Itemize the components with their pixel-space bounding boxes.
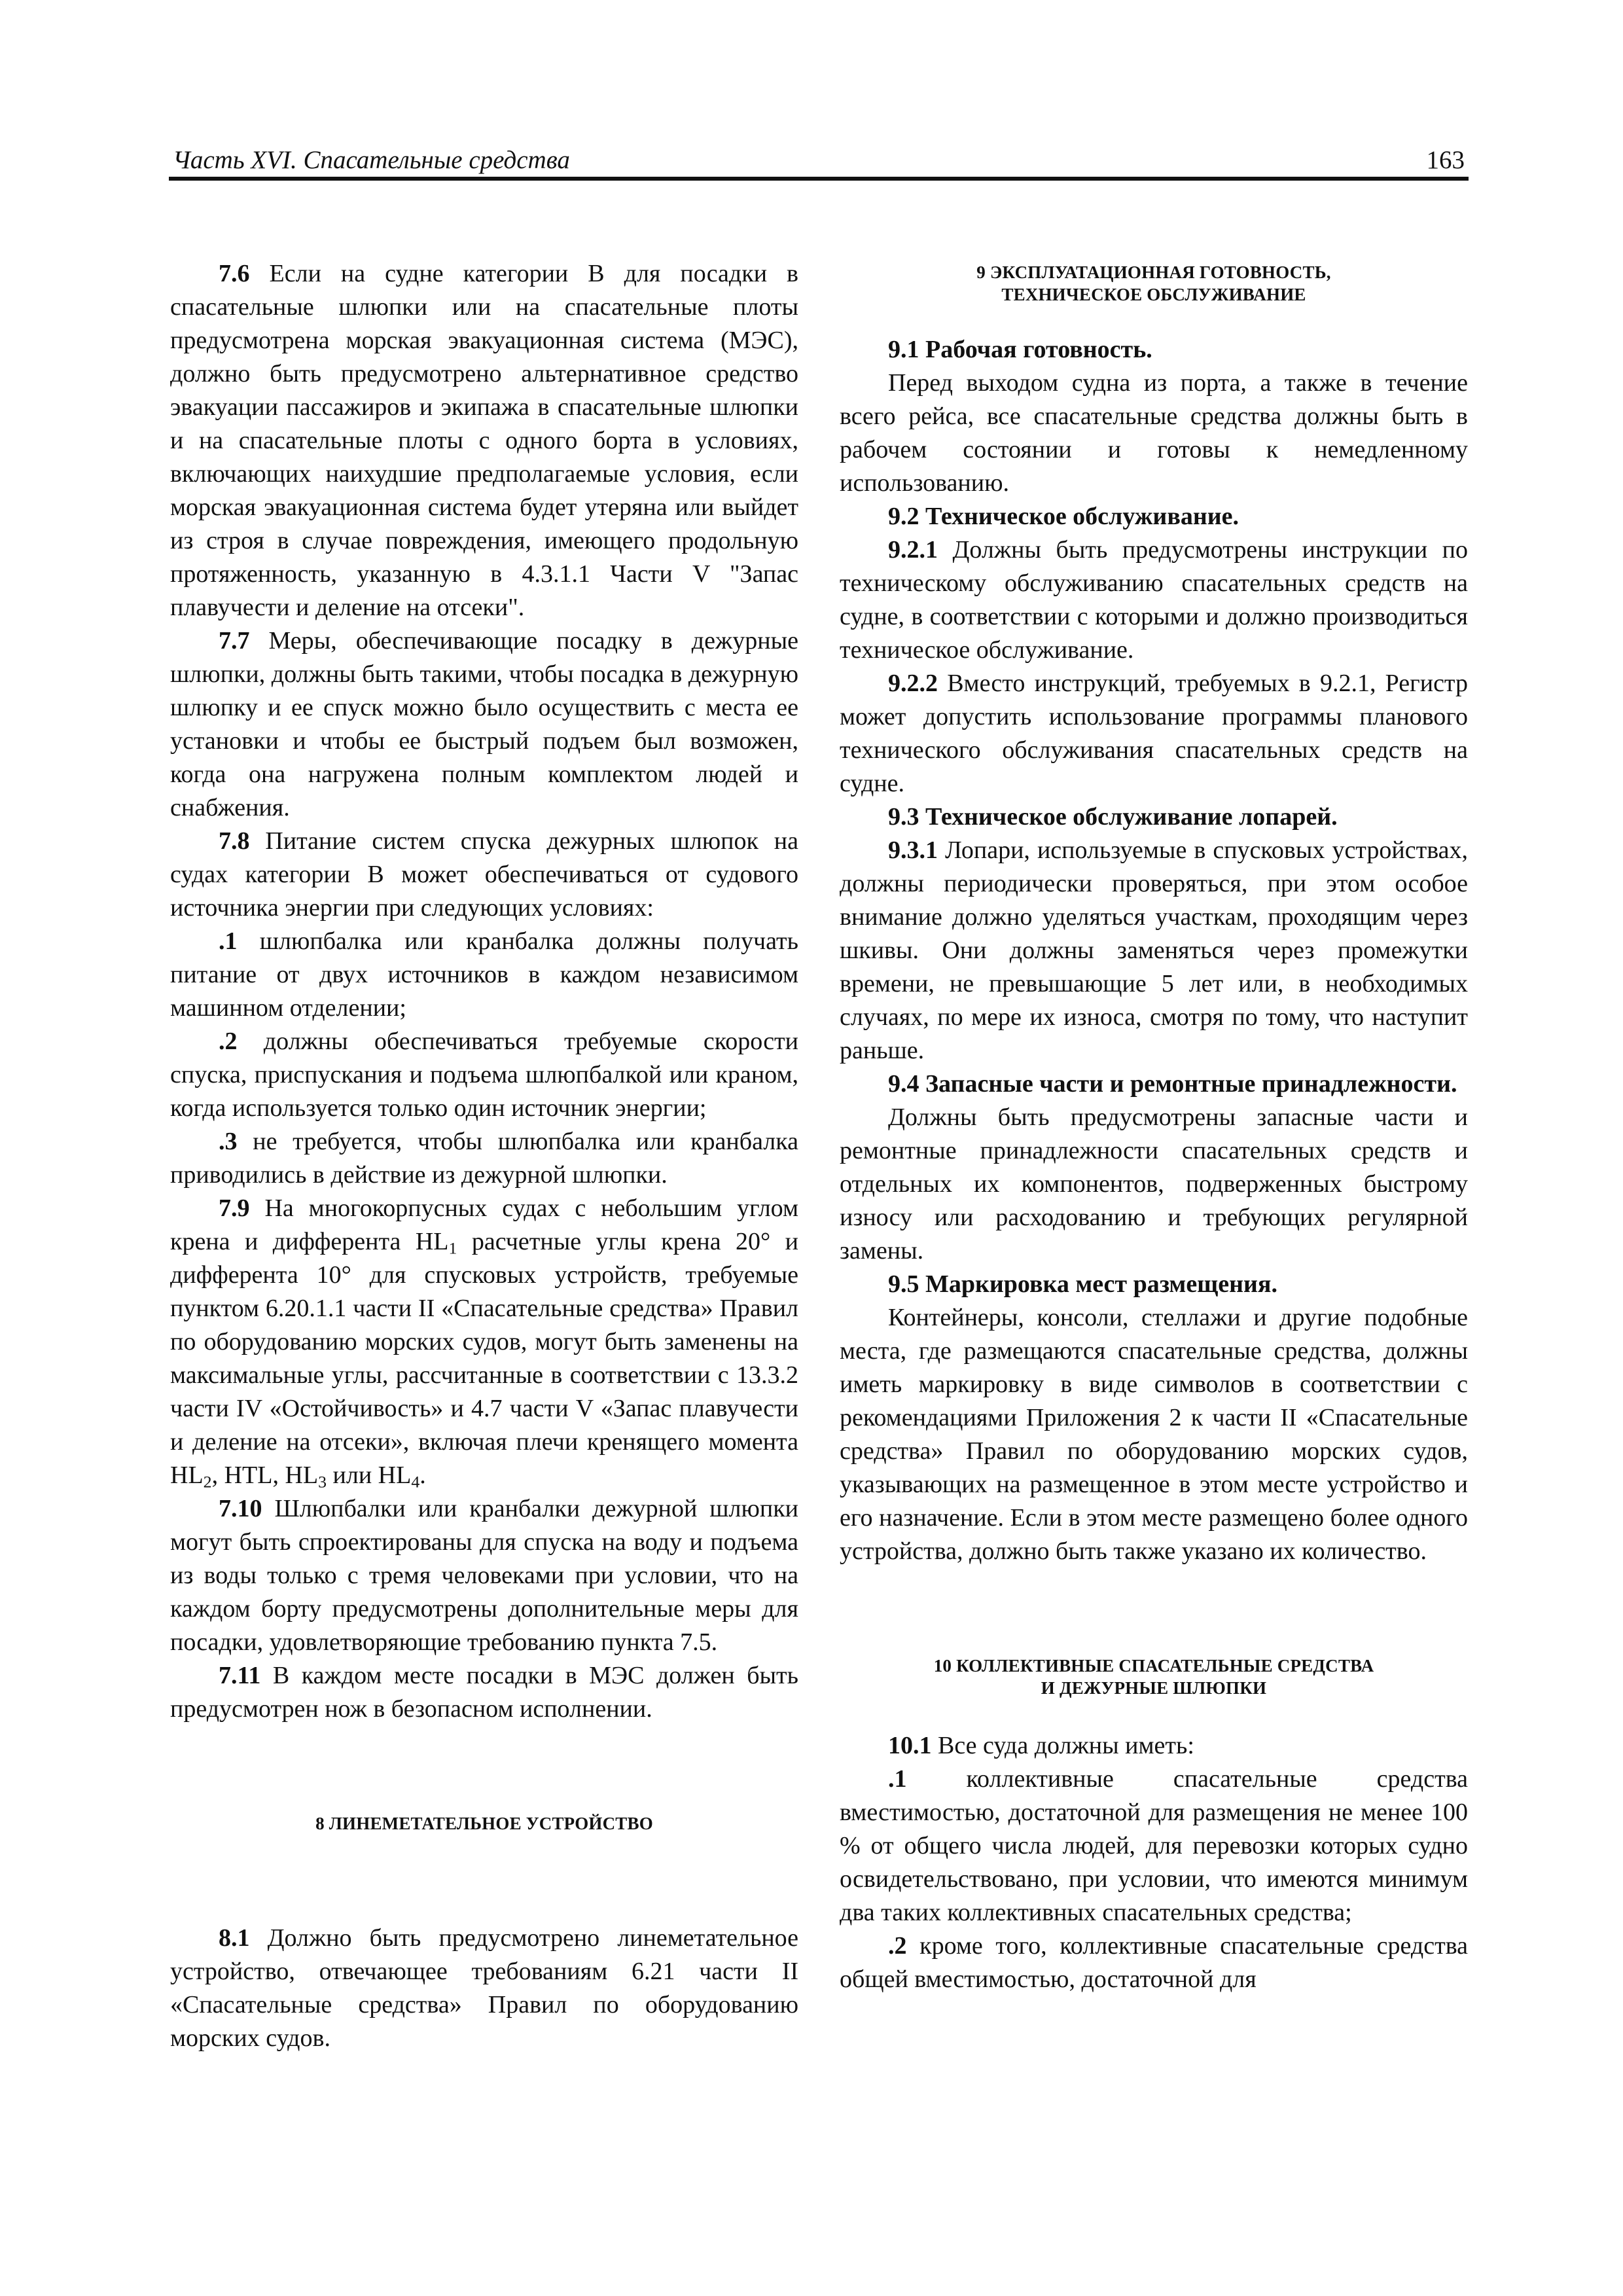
paragraph-number: 7.10 (219, 1495, 262, 1522)
subscript: 4 (411, 1472, 420, 1492)
paragraph-7-7 (170, 624, 798, 825)
paragraph-text: Должны быть предусмотрены инструкции по техническому обслуживанию спасательных средств на судне, в соответствии с которыми и должно производиться техническое обслуживание. (840, 536, 1468, 664)
paragraph-text: Все суда должны иметь: (938, 1732, 1194, 1759)
paragraph-text: В каждом месте посадки в МЭС должен быть предусмотрен нож в безопасном исполнении. (170, 1662, 798, 1723)
right-column (840, 257, 1468, 1996)
section-title-line: 9 ЭКСПЛУАТАЦИОННАЯ ГОТОВНОСТЬ, (976, 262, 1331, 282)
section-title-line: 10 КОЛЛЕКТИВНЫЕ СПАСАТЕЛЬНЫЕ СРЕДСТВА (933, 1656, 1374, 1676)
paragraph-text: На многокорпусных судах с небольшим углом крена и дифферента HL (170, 1194, 798, 1255)
paragraph-7-9 (170, 1192, 798, 1492)
list-item-7-8-1 (170, 925, 798, 1025)
paragraph-text: Меры, обеспечивающие посадку в дежурные шлюпки, должны быть такими, чтобы посадка в дежурную шлюпку и ее спуск можно было осуществить с места ее установки и чтобы ее быстрый подъем был возможен, когда она нагружена полным комплектом людей и снабжения. (170, 627, 798, 821)
list-number: .1 (219, 927, 238, 955)
heading-9-3: 9.3 Техническое обслуживание лопарей. (888, 803, 1338, 831)
paragraph-text: или HL (327, 1462, 412, 1489)
paragraph-text: Должно быть предусмотрено линеметательное устройство, отвечающее требованиям 6.21 части II «Спасательные средства» Правил по оборудованию морских судов. (170, 1924, 799, 2052)
list-number: .3 (219, 1128, 238, 1155)
paragraph-9-5: Контейнеры, консоли, стеллажи и другие подобные места, где размещаются спасательные средства, должны иметь маркировку в виде символов в соответствии с рекомендациями Приложения 2 к части II «Спасательные средства» Правил по оборудованию морских судов, указывающих на размещенное в этом месте устройство и его назначение. Если в этом месте размещено более одного устройства, должно быть также указано их количество. (840, 1304, 1468, 1565)
section-8-title: 8 ЛИНЕМЕТАТЕЛЬНОЕ УСТРОЙСТВО (315, 1814, 653, 1833)
list-text: кроме того, коллективные спасательные средства общей вместимостью, достаточной для (840, 1932, 1468, 1993)
paragraph-number: 7.9 (219, 1194, 250, 1222)
list-text: не требуется, чтобы шлюпбалка или кранбалка приводились в действие из дежурной шлюпки. (170, 1128, 799, 1189)
paragraph-number: 10.1 (888, 1732, 932, 1759)
heading-9-4: 9.4 Запасные части и ремонтные принадлежности. (888, 1070, 1457, 1098)
paragraph-7-6 (170, 257, 798, 624)
subscript: 3 (318, 1472, 327, 1492)
paragraph-7-10 (170, 1492, 798, 1659)
list-item-7-8-3 (170, 1125, 798, 1192)
paragraph-9-4: Должны быть предусмотрены запасные части и ремонтные принадлежности спасательных средств и отдельных их компонентов, подверженных быстрому износу или расходованию и требующих регулярной замены. (840, 1103, 1468, 1265)
section-9-title (840, 261, 1468, 306)
list-number: .2 (219, 1028, 238, 1055)
paragraph-7-11 (170, 1659, 798, 1726)
paragraph-9-2-2 (840, 667, 1468, 800)
heading-9-5: 9.5 Маркировка мест размещения. (888, 1270, 1277, 1298)
paragraph-text: Вместо инструкций, требуемых в 9.2.1, Регистр может допустить использование программы планового технического обслуживания спасательных средств на судне. (840, 670, 1468, 797)
paragraph-8-1 (170, 1922, 798, 2055)
list-text: шлюпбалка или кранбалка должны получать питание от двух источников в каждом независимом машинном отделении; (170, 927, 798, 1022)
list-text: коллективные спасательные средства вместимостью, достаточной для размещения не менее 100 % от общего числа людей, для перевозки которых судно освидетельствовано, при условии, что имеются минимум два таких коллективных спасательных средства; (840, 1765, 1469, 1926)
left-column (170, 257, 798, 2055)
subscript: 2 (203, 1472, 212, 1492)
paragraph-9-2-1 (840, 533, 1468, 667)
heading-9-1: 9.1 Рабочая готовность. (888, 336, 1152, 363)
section-10-title (840, 1655, 1468, 1699)
list-number: .2 (888, 1932, 907, 1960)
paragraph-number: 7.8 (219, 827, 250, 855)
paragraph-text: Если на судне категории В для посадки в спасательные шлюпки или на спасательные плоты предусмотрена морская эвакуационная система (МЭС), должно быть предусмотрено альтернативное средство эвакуации пассажиров и экипажа в спасательные шлюпки и на спасательные плоты с одного борта в условиях, включающих наихудшие предполагаемые условия, если морская эвакуационная система будет утеряна или выйдет из строя в случае повреждения, имеющего продольную протяженность, указанную в 4.3.1.1 Части V "Запас плавучести и деление на отсеки". (170, 260, 798, 621)
paragraph-number: 7.7 (219, 627, 250, 655)
paragraph-7-8 (170, 825, 798, 925)
section-title-line: ТЕХНИЧЕСКОЕ ОБСЛУЖИВАНИЕ (1001, 285, 1306, 304)
list-item-10-1-2 (840, 1929, 1468, 1996)
list-number: .1 (888, 1765, 907, 1793)
paragraph-number: 9.2.1 (888, 536, 938, 564)
heading-9-2: 9.2 Техническое обслуживание. (888, 503, 1239, 530)
paragraph-text: Питание систем спуска дежурных шлюпок на судах категории В может обеспечиваться от судового источника энергии при следующих условиях: (170, 827, 799, 922)
paragraph-number: 8.1 (219, 1924, 250, 1952)
running-title: Часть XVI. Спасательные средства (173, 146, 570, 174)
paragraph-text: расчетные углы крена 20° и дифферента 10° для спусковых устройств, требуемые пунктом 6.20.1.1 части II «Спасательные средства» Правил по оборудованию морских судов, могут быть заменены на максимальные углы, рассчитанные в соответствии с 13.3.2 части IV «Остойчивость» и 4.7 части V «Запас плавучести и деление на отсеки», включая плечи кренящего момента HL (170, 1228, 798, 1489)
paragraph-9-1: Перед выходом судна из порта, а также в течение всего рейса, все спасательные средства должны быть в рабочем состоянии и готовы к немедленному использованию. (840, 369, 1468, 497)
subscript: 1 (448, 1238, 457, 1258)
section-title-line: И ДЕЖУРНЫЕ ШЛЮПКИ (1041, 1678, 1267, 1698)
list-text: должны обеспечиваться требуемые скорости спуска, приспускания и подъема шлюпбалкой или краном, когда используется только один источник энергии; (170, 1028, 799, 1122)
paragraph-number: 7.6 (219, 260, 250, 287)
paragraph-9-3-1 (840, 834, 1468, 1067)
paragraph-text: Шлюпбалки или кранбалки дежурной шлюпки могут быть спроектированы для спуска на воду и подъема из воды только с тремя человеками при условии, что на каждом борту предусмотрены дополнительные меры для посадки, удовлетворяющие требованию пункта 7.5. (170, 1495, 798, 1656)
list-item-7-8-2 (170, 1025, 798, 1125)
paragraph-number: 9.3.1 (888, 836, 938, 864)
paragraph-text: . (419, 1462, 426, 1489)
paragraph-number: 9.2.2 (888, 670, 938, 697)
paragraph-number: 7.11 (219, 1662, 261, 1689)
header-rule (169, 177, 1469, 181)
list-item-10-1-1 (840, 1763, 1468, 1929)
page-header (169, 143, 1469, 179)
paragraph-10-1 (840, 1729, 1468, 1763)
paragraph-text: , HTL, HL (211, 1462, 319, 1489)
page-number: 163 (1426, 146, 1465, 174)
paragraph-text: Лопари, используемые в спусковых устройствах, должны периодически проверяться, при этом особое внимание должно уделяться участкам, проходящим через шкивы. Они должны заменяться через промежутки времени, не превышающие 5 лет или, в необходимых случаях, по мере их износа, смотря по тому, что наступит раньше. (840, 836, 1468, 1064)
